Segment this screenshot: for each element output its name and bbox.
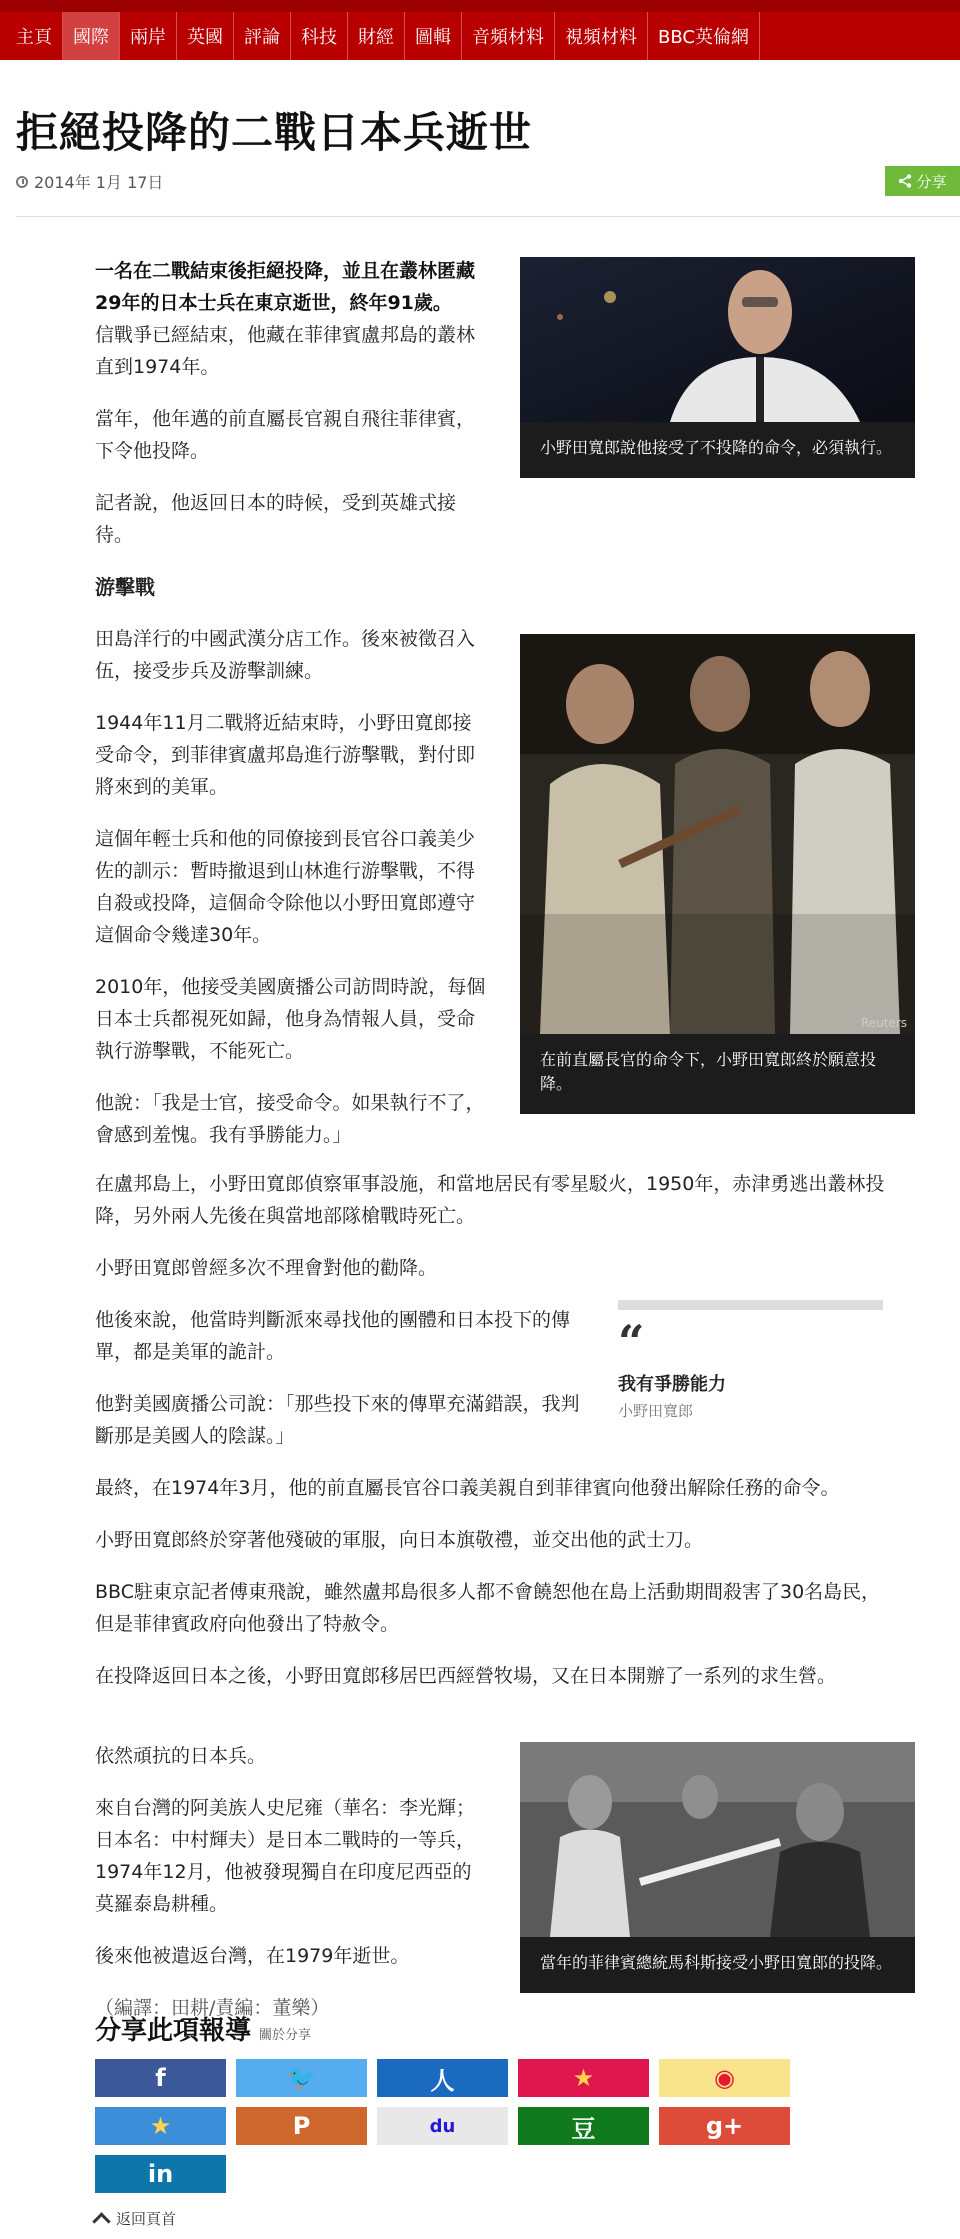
about-sharing-link[interactable]: 關於分享: [259, 2028, 312, 2043]
share-twitter-button[interactable]: [236, 2059, 367, 2097]
article-paragraph: 田島洋行的中國武漢分店工作。後來被徵召入伍，接受步兵及游擊訓練。: [95, 628, 476, 682]
figure-portrait: [520, 257, 915, 478]
article-paragraph: 2010年，他接受美國廣播公司訪問時說，每個日本士兵都視死如歸，他身為情報人員，受命執行游擊戰，不能死亡。: [95, 976, 486, 1062]
nav-item-international[interactable]: 國際: [63, 12, 120, 60]
photo-portrait: [520, 257, 915, 422]
article-paragraph: 這個年輕士兵和他的同僚接到長官谷口義美少佐的訓示：暫時撤退到山林進行游擊戰，不得自殺或投降，這個命令除他以小野田寬郎遵守這個命令幾達30年。: [95, 828, 476, 946]
top-nav-bar: [0, 0, 960, 60]
nav-item-technology[interactable]: 科技: [291, 12, 348, 60]
share-section: [95, 2010, 790, 2193]
dateline: [16, 170, 163, 193]
share-plurk-button[interactable]: [236, 2107, 367, 2145]
twitter-icon: 🐦: [286, 2064, 317, 2092]
article-paragraph: 來自台灣的阿美族人史尼雍（華名：李光輝；日本名：中村輝夫）是日本二戰時的一等兵，1974年12月，他被發現獨自在印度尼西亞的莫羅泰島耕種。: [95, 1797, 476, 1915]
article-paragraph: BBC駐東京記者傅東飛說，雖然盧邦島很多人都不會饒恕他在島上活動期間殺害了30名島民，但是菲律賓政府向他發出了特赦令。: [95, 1581, 881, 1635]
share-button[interactable]: [885, 166, 960, 196]
article-paragraph: 最終，在1974年3月，他的前直屬長官谷口義美親自到菲律賓向他發出解除任務的命令。: [95, 1477, 840, 1499]
article-body-end: [95, 1740, 490, 2044]
clock-icon: [16, 176, 28, 188]
chevron-up-icon: [92, 2212, 110, 2230]
share-linkedin-button[interactable]: [95, 2155, 226, 2193]
quote-mark-icon: “: [618, 1315, 645, 1369]
back-to-top-link[interactable]: [95, 2208, 176, 2229]
share-douban-button[interactable]: [518, 2107, 649, 2145]
nav-item-bbc-english[interactable]: BBC英倫網: [648, 12, 760, 60]
back-to-top-label: 返回頁首: [116, 2210, 177, 2228]
article-body-wide: [95, 1168, 885, 1712]
photo-marcos: [520, 1742, 915, 1937]
article-paragraph: 在盧邦島上，小野田寬郎偵察軍事設施，和當地居民有零星駁火，1950年，赤津勇逃出叢林投降，另外兩人先後在與當地部隊槍戰時死亡。: [95, 1173, 885, 1227]
nav-menu: [0, 12, 960, 60]
share-renren-button[interactable]: [377, 2059, 508, 2097]
header-divider: [16, 216, 960, 217]
article-paragraph: 信戰爭已經結束，他藏在菲律賓盧邦島的叢林直到1974年。: [95, 324, 476, 378]
publish-date: 2014年 1月 17日: [34, 173, 164, 192]
article-paragraph: 小野田寬郎終於穿著他殘破的軍服，向日本旗敬禮，並交出他的武士刀。: [95, 1529, 704, 1551]
photo-surrender: [520, 634, 915, 1034]
share-facebook-button[interactable]: [95, 2059, 226, 2097]
article-lead: 一名在二戰結束後拒絕投降，並且在叢林匿藏29年的日本士兵在東京逝世，終年91歲。: [95, 260, 476, 314]
nav-item-opinion[interactable]: 評論: [234, 12, 291, 60]
surrender-photo-image: [520, 634, 915, 1034]
linkedin-icon: in: [147, 2160, 174, 2188]
figure-surrender: [520, 634, 915, 1114]
xianguo-icon: ★: [572, 2064, 595, 2092]
article-subheading: 游擊戰: [95, 575, 155, 599]
article-paragraph: 後來他被遣返台灣，在1979年逝世。: [95, 1945, 410, 1967]
page-title: 拒絕投降的二戰日本兵逝世: [16, 108, 533, 157]
share-icon: [898, 174, 912, 188]
article-paragraph: 1944年11月二戰將近結束時，小野田寬郎接受命令，到菲律賓盧邦島進行游擊戰，對付即將來到的美軍。: [95, 712, 476, 798]
weibo-icon: ◉: [714, 2064, 735, 2092]
share-weibo-button[interactable]: [659, 2059, 790, 2097]
baidu-icon: du: [429, 2115, 456, 2137]
share-buttons: [95, 2059, 790, 2193]
share-favorite-star-button[interactable]: [95, 2107, 226, 2145]
nav-item-video[interactable]: 視頻材料: [555, 12, 648, 60]
google-plus-icon: g+: [705, 2112, 744, 2140]
nav-item-pictures[interactable]: 圖輯: [405, 12, 462, 60]
portrait-photo-image: [520, 257, 915, 422]
favorite-star-icon: ★: [149, 2112, 172, 2140]
douban-icon: 豆: [571, 2114, 596, 2143]
share-heading: [95, 2010, 790, 2047]
article-paragraph: 他說：「我是士官，接受命令。如果執行不了，會感到羞愧。我有爭勝能力。」: [95, 1092, 485, 1146]
article-paragraph: 小野田寬郎曾經多次不理會對他的勸降。: [95, 1257, 438, 1279]
share-title: 分享此項報導: [95, 2016, 252, 2046]
share-button-label: 分享: [916, 172, 947, 191]
nav-item-uk[interactable]: 英國: [177, 12, 234, 60]
plurk-icon: P: [292, 2112, 311, 2140]
figure-caption: 小野田寬郎說他接受了不投降的命令，必須執行。: [520, 422, 915, 478]
figure-caption: 在前直屬長官的命令下，小野田寬郎終於願意投降。: [520, 1034, 915, 1114]
quote-text: 我有爭勝能力: [618, 1374, 726, 1395]
article-paragraph: 當年，他年邁的前直屬長官親自飛往菲律賓，下令他投降。: [95, 408, 476, 462]
nav-item-audio[interactable]: 音頻材料: [462, 12, 555, 60]
article-paragraph: 他對美國廣播公司說：「那些投下來的傳單充滿錯誤，我判斷那是美國人的陰謀。」: [95, 1393, 580, 1447]
nav-item-cross-strait[interactable]: 兩岸: [120, 12, 177, 60]
article-paragraph: 他後來說，他當時判斷派來尋找他的團體和日本投下的傳單，都是美軍的詭計。: [95, 1309, 571, 1363]
facebook-icon: f: [155, 2064, 166, 2092]
article-body: [95, 255, 490, 1171]
figure-caption: 當年的菲律賓總統馬科斯接受小野田寬郎的投降。: [520, 1937, 915, 1993]
photo-credit: Reuters: [860, 1016, 907, 1030]
renren-icon: 人: [430, 2066, 455, 2095]
figure-marcos: [520, 1742, 915, 1993]
marcos-photo-image: [520, 1742, 915, 1937]
article-credits: （編譯：田耕/責編：董樂）: [95, 1997, 330, 2019]
share-baidu-button[interactable]: [377, 2107, 508, 2145]
quote-source: 小野田寬郎: [618, 1402, 694, 1420]
pull-quote: [618, 1300, 883, 1421]
article-paragraph: 記者說，他返回日本的時候，受到英雄式接待。: [95, 492, 457, 546]
article-paragraph: 在投降返回日本之後，小野田寬郎移居巴西經營牧場，又在日本開辦了一系列的求生營。: [95, 1665, 837, 1687]
share-xianguo-button[interactable]: [518, 2059, 649, 2097]
nav-item-business[interactable]: 財經: [348, 12, 405, 60]
share-google-plus-button[interactable]: [659, 2107, 790, 2145]
article-paragraph: 依然頑抗的日本兵。: [95, 1745, 267, 1767]
nav-item-home[interactable]: 主頁: [6, 12, 63, 60]
